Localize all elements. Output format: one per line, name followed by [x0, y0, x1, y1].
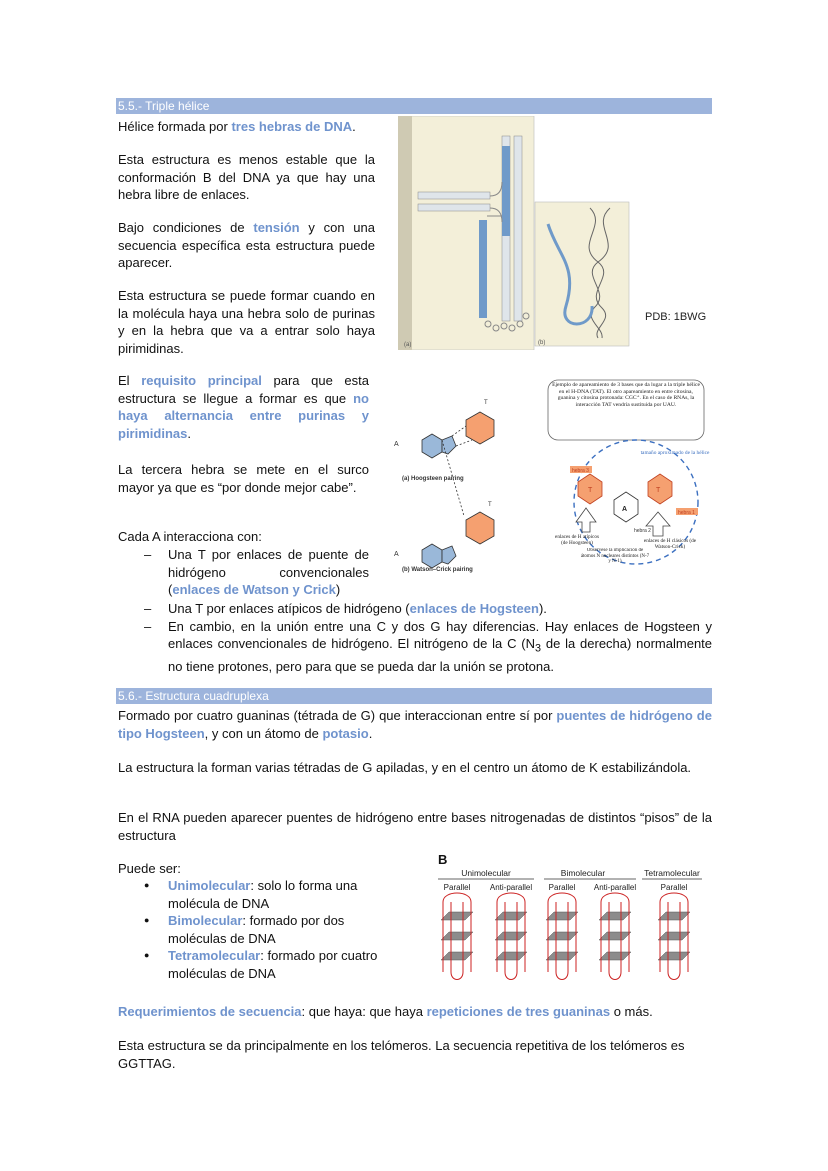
hoogsteen-caption: (a) Hoogsteen pairing — [402, 476, 464, 482]
molecularity-list — [140, 877, 400, 982]
g-tetrad-plate — [495, 932, 527, 940]
svg-text:T: T — [488, 502, 492, 508]
g-tetrad-plate — [658, 912, 690, 920]
list-item: – En cambio, en la unión entre una C y dos G hay diferencias. Hay enlaces de Hogsteen y enlaces convencionales de hidrógeno. El nitrógeno de la C ($N_3$ de la derecha) normalmente no tiene protones, pero para que se pueda dar la unión se protona. — [140, 618, 712, 676]
triplet-note: Ejemplo de apareamiento de 3 bases que da lugar a la triple hélice en el H-DNA (TAT). El otro apareamiento en entre citosina, guanina y citosina protonada: CGC⁺. En el caso de RNAs, la interacción TAT vendría sustituida por UAU. — [552, 382, 700, 408]
g-tetrad-plate — [441, 932, 473, 940]
svg-text:T: T — [656, 487, 661, 494]
tension-paragraph: Bajo condiciones de tensión y con una secuencia específica esta estructura puede aparecer. — [118, 220, 375, 270]
interacts-paragraph: Cada A interacciona con: — [118, 529, 262, 544]
section-heading-quadruplex: 5.6.- Estructura cuadruplexa — [116, 688, 712, 704]
telomeres-paragraph: Esta estructura se da principalmente en los telómeros. La secuencia repetitiva de los telómeros es GGTTAG. — [118, 1038, 685, 1071]
svg-text:A: A — [394, 441, 399, 448]
strand3-label: hebra 3 — [572, 468, 589, 474]
g-tetrad-plate — [441, 912, 473, 920]
g-tetrad-plate — [599, 952, 631, 960]
observe-label: Obsérvese la implicación de átomos N nucleares distintos (N-7 y N-1) — [580, 548, 650, 565]
interaction-list-b — [140, 600, 712, 676]
g-tetrad-plate — [599, 912, 631, 920]
atypical-bonds-label: enlaces de H atípicos (de Hoogsteen) — [555, 534, 599, 546]
col-antiparallel-1: Anti-parallel — [489, 883, 533, 892]
strand2-label: hebra 2 — [634, 528, 651, 534]
g-tetrad-plate — [495, 912, 527, 920]
list-item: – Una T por enlaces de puente de hidrógeno convencionales (enlaces de Watson y Crick) — [140, 546, 369, 599]
watson-caption: (b) Watson–Crick pairing — [402, 567, 473, 573]
col-parallel-2: Parallel — [548, 883, 576, 892]
strand1-label: hebra 1 — [678, 510, 695, 516]
stability-paragraph: Esta estructura es menos estable que la conformación B del DNA ya que hay una hebra libre de enlaces. — [118, 152, 375, 202]
fig-label-b: (b) — [538, 340, 546, 346]
g-tetrad-plate — [495, 952, 527, 960]
group-unimolecular: Unimolecular — [461, 868, 511, 878]
helix-size-label: tamaño aproximado de la hélice — [640, 450, 710, 456]
g-tetrad-plate — [546, 952, 578, 960]
g-tetrad-plate — [441, 952, 473, 960]
triple-helix-figure — [398, 116, 712, 350]
can-be-paragraph: Puede ser: — [118, 861, 181, 876]
list-item: ● Unimolecular: solo lo forma una molécula de DNA — [140, 877, 400, 912]
g-tetrad-plate — [546, 912, 578, 920]
requisite-paragraph: El requisito principal para que esta estructura se llegue a formar es que no haya alternancia entre purinas y pirimidinas. — [118, 373, 370, 441]
col-parallel-1: Parallel — [443, 883, 471, 892]
formed-paragraph: Formado por cuatro guaninas (tétrada de G) que interaccionan entre sí por puentes de hidrógeno de tipo Hogsteen, y con un átomo de potasio. — [118, 708, 712, 741]
col-parallel-3: Parallel — [660, 883, 688, 892]
col-antiparallel-2: Anti-parallel — [593, 883, 637, 892]
svg-text:T: T — [588, 487, 593, 494]
fig-label-a: (a) — [404, 342, 412, 348]
g-tetrad-plate — [658, 952, 690, 960]
svg-text:A: A — [394, 551, 399, 558]
base-pairing-figure — [392, 390, 532, 580]
section-heading-triple-helix: 5.5.- Triple hélice — [116, 98, 712, 114]
pdb-label: PDB: 1BWG — [645, 311, 707, 323]
list-item: ● Bimolecular: formado por dos moléculas de DNA — [140, 912, 400, 947]
list-item: ● Tetramolecular: formado por cuatro moléculas de DNA — [140, 947, 400, 982]
group-bimolecular: Bimolecular — [560, 868, 606, 878]
interaction-list-a — [140, 546, 369, 599]
tat-triplet-figure — [536, 376, 712, 572]
classic-bonds-label: enlaces de H clásicos (de Watson-Crick) — [643, 538, 697, 550]
intro-paragraph: Hélice formada por tres hebras de DNA. — [118, 119, 356, 134]
g-tetrad-plate — [658, 932, 690, 940]
svg-text:T: T — [484, 400, 488, 406]
formation-paragraph: Esta estructura se puede formar cuando en la molécula haya una hebra solo de purinas y en la hebra que va a entrar solo haya pirimidinas. — [118, 288, 375, 356]
list-item: – Una T por enlaces atípicos de hidrógeno (enlaces de Hogsteen). — [140, 600, 712, 618]
g-tetrad-plate — [546, 932, 578, 940]
groove-paragraph: La tercera hebra se mete en el surco mayor ya que es “por donde mejor cabe”. — [118, 462, 369, 495]
figure-letter-b: B — [438, 852, 448, 867]
quadruplex-figure — [430, 850, 714, 986]
g-tetrad-plate — [599, 932, 631, 940]
group-tetramolecular: Tetramolecular — [644, 868, 700, 878]
rna-paragraph: En el RNA pueden aparecer puentes de hidrógeno entre bases nitrogenadas de distintos “pisos” de la estructura — [118, 810, 712, 843]
requirements-paragraph: Requerimientos de secuencia: que haya: que haya repeticiones de tres guaninas o más. — [118, 1004, 653, 1019]
svg-text:A: A — [622, 506, 628, 513]
stack-paragraph: La estructura la forman varias tétradas de G apiladas, y en el centro un átomo de K estabilizándola. — [118, 760, 692, 775]
